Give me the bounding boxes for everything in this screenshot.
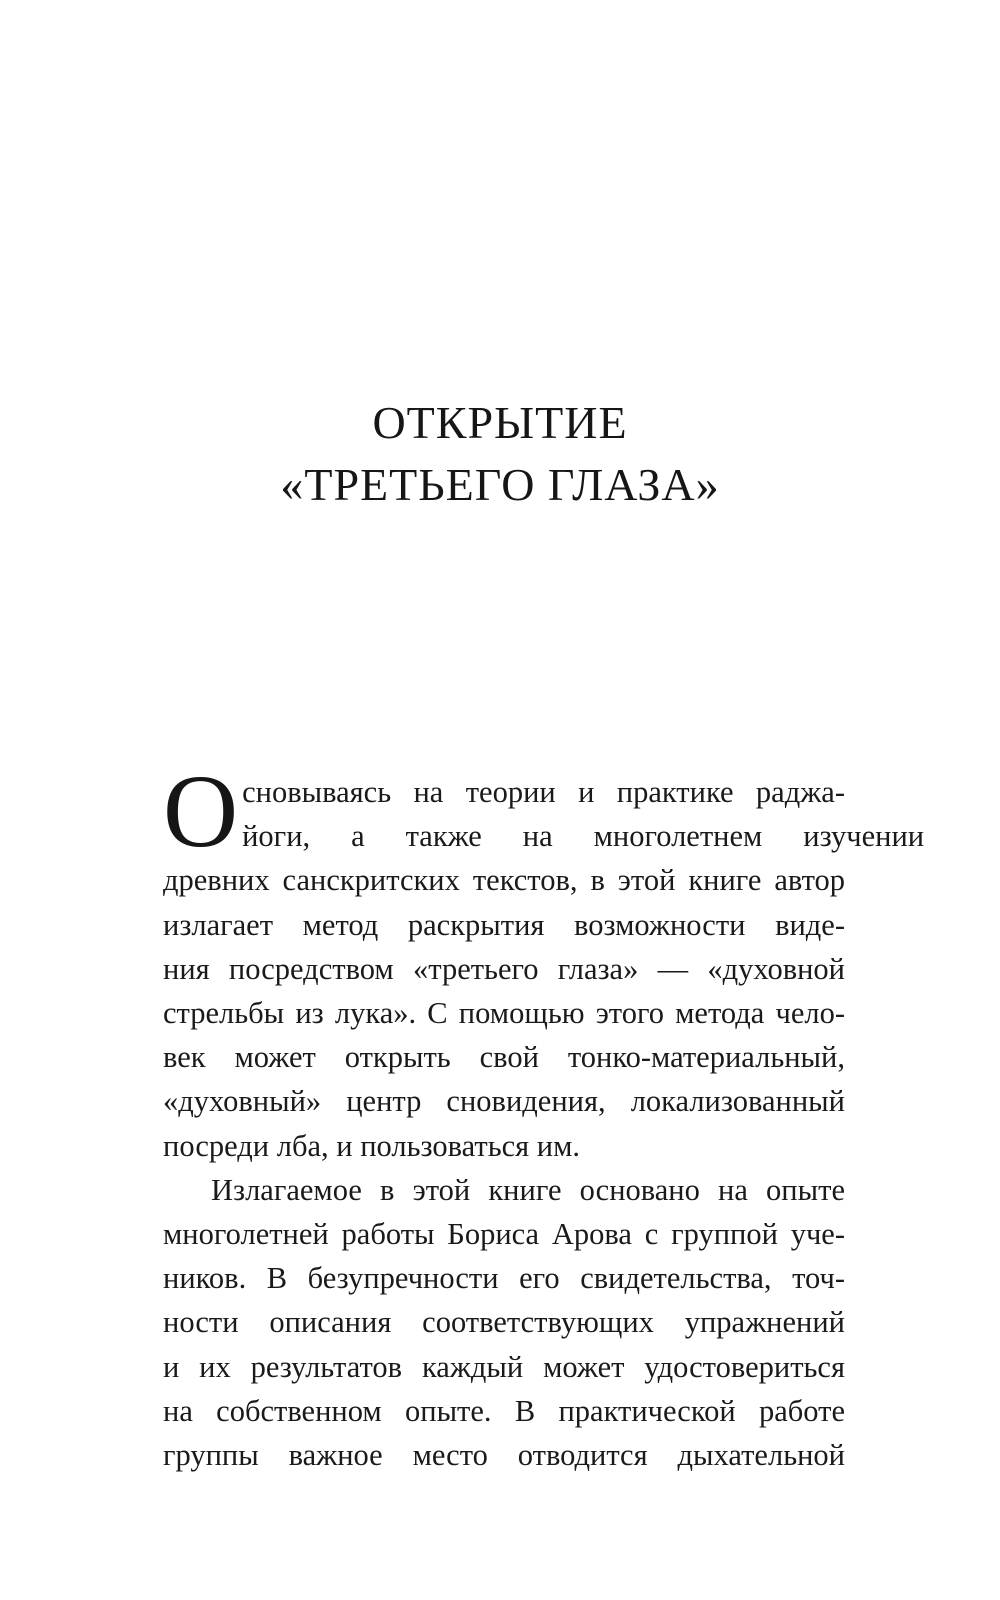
drop-cap: О [163,754,239,869]
text-line: Излагаемое в этой книге основано на опыте [211,1172,845,1207]
paragraph-1 [163,754,925,1168]
text-line: йоги, а также на многолетнем изучении [242,819,925,854]
text-line: излагает метод раскрытия возможности виде- [163,907,845,942]
text-line: стрельбы из лука». С помощью этого метода чело- [163,996,845,1031]
text-line: на собственном опыте. В практической работе [163,1393,845,1428]
chapter-title-line-1: ОТКРЫТИЕ [372,397,628,448]
text-line: «духовный» центр сновидения, локализованный [163,1084,845,1119]
text-line: ния посредством «третьего глаза» — «духовной [163,951,845,986]
body-text [163,754,925,1477]
text-line: сновываясь на теории и практике раджа- [242,775,845,809]
paragraph-2 [163,1168,845,1477]
text-line: группы важное место отводится дыхательной [163,1438,845,1473]
chapter-title-line-2: «ТРЕТЬЕГО ГЛАЗА» [280,459,720,510]
chapter-title [0,392,1000,516]
text-line: посреди лба, и пользоваться им. [163,1128,581,1163]
text-line: ников. В безупречности его свидетельства, точ- [163,1261,845,1296]
text-line: век может открыть свой тонко-материальный, [163,1040,845,1075]
text-line: ности описания соответствующих упражнений [163,1305,845,1340]
text-line: и их результатов каждый может удостовериться [163,1349,845,1384]
text-line: древних санскритских текстов, в этой книге автор [163,863,845,898]
text-line: многолетней работы Бориса Арова с группой уче- [163,1217,845,1252]
